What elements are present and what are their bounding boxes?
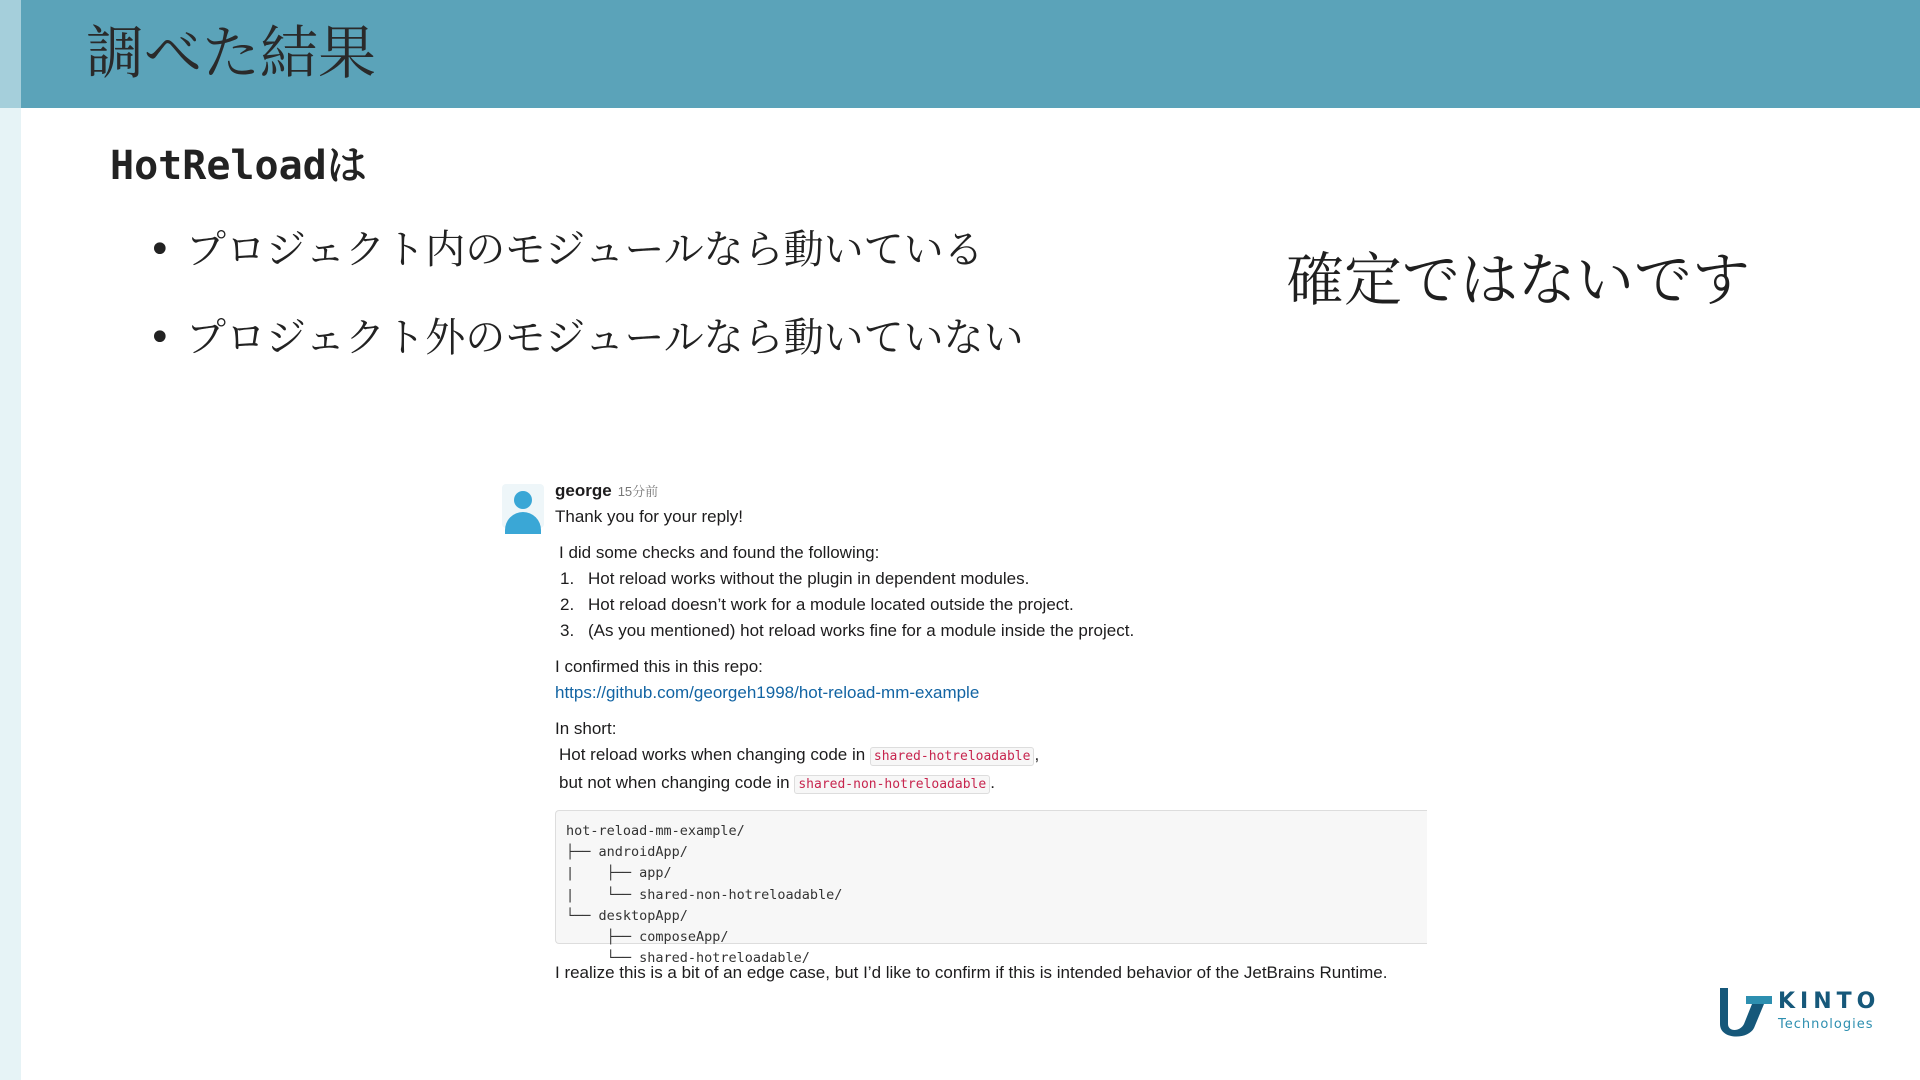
tree-line: hot-reload-mm-example/	[566, 823, 745, 839]
thanks-line: Thank you for your reply!	[555, 507, 744, 526]
tree-line: └── desktopApp/	[566, 907, 688, 924]
tree-line: ├── androidApp/	[566, 844, 688, 861]
bullet-text: プロジェクト外のモジュールなら動いていない	[186, 315, 1024, 361]
tree-line: | └── shared-non-hotreloadable/	[566, 886, 843, 903]
message-header	[555, 478, 1430, 504]
repo-link[interactable]: https://github.com/georgeh1998/hot-reload-mm-example	[555, 683, 980, 702]
not-works-line	[555, 770, 1430, 798]
bullet-item	[148, 312, 1024, 364]
bullet-text: プロジェクト内のモジュールなら動いている	[186, 227, 984, 273]
intro-line: I did some checks and found the following:	[559, 543, 880, 562]
bullet-dot-icon: •	[148, 315, 172, 361]
left-accent-strip	[0, 0, 21, 1080]
finding-text: (As you mentioned) hot reload works fine for a module inside the project.	[588, 621, 1135, 640]
bullet-list	[148, 224, 1024, 400]
user-avatar-icon	[502, 484, 544, 528]
inline-code-non-hotreloadable: shared-non-hotreloadable	[794, 775, 990, 794]
finding-item: 1. Hot reload works without the plugin in dependent modules.	[560, 569, 1030, 588]
tree-line: | ├── app/	[566, 865, 672, 882]
author-name: george	[555, 481, 612, 500]
finding-text: Hot reload doesn’t work for a module located outside the project.	[588, 595, 1074, 614]
works-text: Hot reload works when changing code in	[559, 745, 870, 764]
not-works-text: but not when changing code in	[559, 773, 795, 792]
bullet-item	[148, 224, 1024, 276]
logo-tagline: Technologies	[1778, 1017, 1874, 1032]
finding-item: 2. Hot reload doesn’t work for a module located outside the project.	[560, 595, 1074, 614]
message-body	[555, 478, 1430, 986]
logo-name: KINTO	[1778, 989, 1881, 1014]
slide-title: 調べた結果	[86, 19, 377, 87]
tree-line: └── shared-hotreloadable/	[566, 950, 810, 967]
side-note: 確定ではないです	[1286, 246, 1751, 314]
slide-subtitle: HotReloadは	[110, 143, 367, 189]
tree-line: ├── composeApp/	[566, 929, 729, 946]
finding-item: 3. (As you mentioned) hot reload works fine for a module inside the project.	[560, 621, 1135, 640]
in-short-line: In short:	[555, 719, 617, 738]
not-works-suffix: .	[990, 773, 995, 792]
bullet-dot-icon: •	[148, 227, 172, 273]
works-line	[555, 742, 1430, 770]
inline-code-hotreloadable: shared-hotreloadable	[870, 747, 1035, 766]
findings-list	[555, 566, 1430, 644]
confirmed-line: I confirmed this in this repo:	[555, 657, 763, 676]
message-time: 15分前	[617, 484, 659, 499]
closing-line: I realize this is a bit of an edge case, but I’d like to confirm if this is intended behavior of the JetBrains Runtime.	[555, 963, 1388, 982]
code-block-tree	[555, 810, 1427, 967]
finding-text: Hot reload works without the plugin in dependent modules.	[588, 569, 1030, 588]
works-suffix: ,	[1034, 745, 1040, 764]
header-accent	[0, 0, 21, 108]
